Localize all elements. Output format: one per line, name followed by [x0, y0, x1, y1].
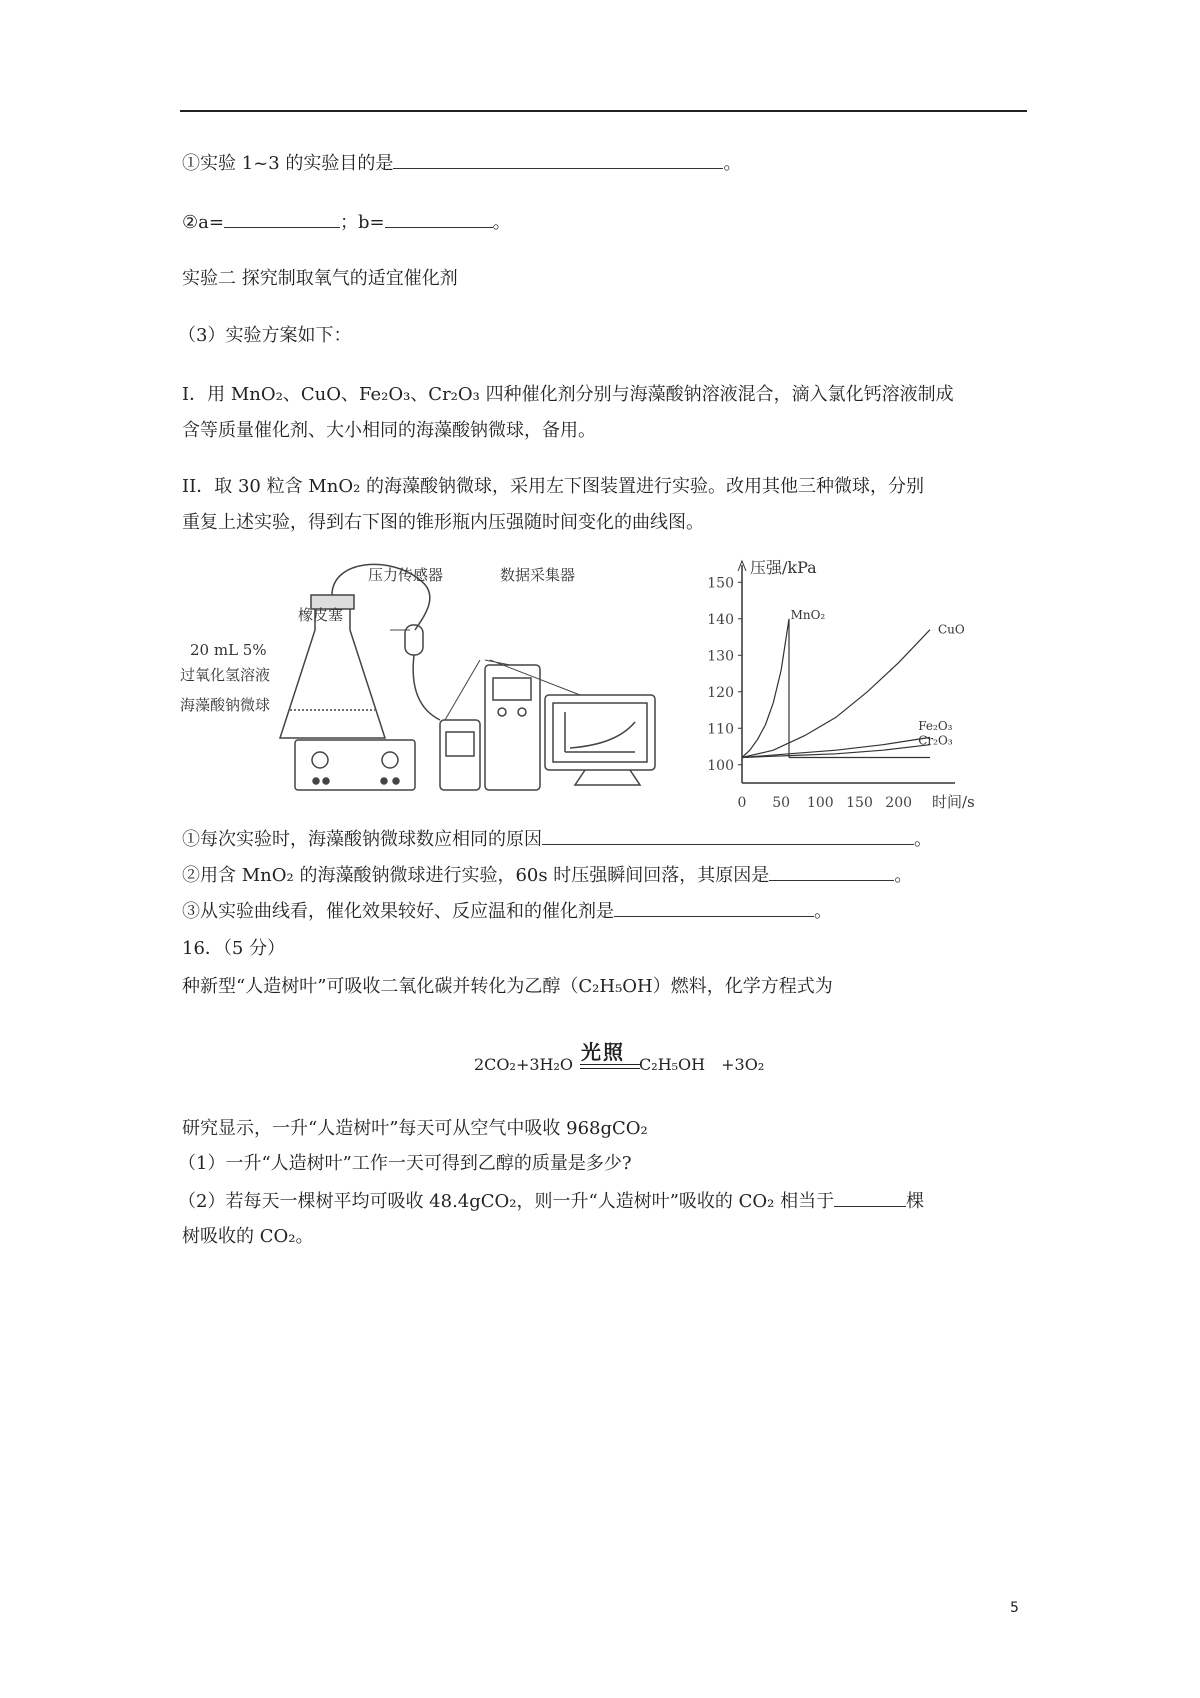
- equation-right: C₂H₅OH +3O₂: [639, 1055, 765, 1074]
- question-16-research: 研究显示，一升“人造树叶”每天可从空气中吸收 968gCO₂: [182, 1118, 648, 1139]
- x-tick-label: 50: [772, 795, 791, 810]
- series-label: CuO: [938, 622, 965, 637]
- question-5-suffix: 。: [814, 901, 832, 922]
- question-16-part-2: [178, 1190, 924, 1213]
- answer-blank-3[interactable]: [542, 828, 914, 845]
- y-axis-label: 压强/kPa: [750, 558, 817, 577]
- step-1-line-2: 含等质量催化剂、大小相同的海藻酸钠微球，备用。: [182, 420, 596, 441]
- answer-blank-5[interactable]: [614, 900, 814, 917]
- solution-concentration-label: 20 mL 5%: [190, 641, 267, 659]
- step-2-line-2: 重复上述实验，得到右下图的锥形瓶内压强随时间变化的曲线图。: [182, 512, 704, 533]
- solution-name-label: 过氧化氢溶液: [180, 666, 271, 684]
- question-5: [182, 900, 832, 923]
- plan-title: （3）实验方案如下：: [178, 325, 352, 346]
- question-16-intro: 种新型“人造树叶”可吸收二氧化碳并转化为乙醇（C₂H₅OH）燃料，化学方程式为: [182, 976, 833, 997]
- question-3-suffix: 。: [914, 829, 932, 850]
- apparatus-diagram: [180, 560, 680, 800]
- answer-blank-4[interactable]: [769, 864, 894, 881]
- b-label: b=: [357, 212, 385, 233]
- answer-blank-1[interactable]: [393, 152, 723, 169]
- step-1-line-1: I．用 MnO₂、CuO、Fe₂O₃、Cr₂O₃ 四种催化剂分别与海藻酸钠溶液混合，滴入氯化钙溶液制成: [182, 384, 954, 405]
- series-line: [742, 619, 930, 758]
- y-tick-label: 120: [707, 684, 734, 701]
- series-label: Cr₂O₃: [918, 733, 953, 748]
- sensor-label: 压力传感器: [368, 566, 444, 584]
- question-16-part-2-text: （2）若每天一棵树平均可吸收 48.4gCO₂，则一升“人造树叶”吸收的 CO₂ 相当于: [178, 1191, 835, 1212]
- question-2: [182, 211, 511, 234]
- step-2-line-1: II．取 30 粒含 MnO₂ 的海藻酸钠微球，采用左下图装置进行实验。改用其他三种微球，分别: [182, 476, 925, 497]
- series-label: MnO₂: [790, 607, 826, 622]
- question-5-text: ③从实验曲线看，催化效果较好、反应温和的催化剂是: [182, 901, 614, 922]
- collector-label: 数据采集器: [500, 566, 576, 584]
- question-2-suffix: 。: [492, 212, 511, 233]
- a-label: ②a=: [182, 212, 224, 233]
- question-4-text: ②用含 MnO₂ 的海藻酸钠微球进行实验，60s 时压强瞬间回落，其原因是: [182, 865, 770, 886]
- question-16-heading: 16．（5 分）: [182, 938, 286, 959]
- experiment-2-title: 实验二 探究制取氧气的适宜催化剂: [182, 268, 458, 289]
- separator: ；: [339, 212, 358, 233]
- question-16-part-2-after: 棵: [906, 1191, 925, 1212]
- question-1-text: ①实验 1~3 的实验目的是: [182, 153, 394, 174]
- x-tick-label: 100: [806, 795, 834, 810]
- series-label: Fe₂O₃: [918, 719, 953, 734]
- pressure-time-chart: [680, 555, 1030, 810]
- y-tick-label: 100: [707, 757, 734, 774]
- answer-blank-a[interactable]: [224, 211, 340, 228]
- question-3-text: ①每次实验时，海藻酸钠微球数应相同的原因: [182, 829, 542, 850]
- answer-blank-16[interactable]: [834, 1190, 906, 1207]
- x-tick-label: 150: [846, 795, 873, 810]
- stopper-label: 橡皮塞: [298, 606, 344, 624]
- reaction-condition: 光照: [581, 1040, 625, 1064]
- equation-left: 2CO₂+3H₂O: [474, 1055, 574, 1074]
- y-tick-label: 150: [707, 575, 734, 592]
- question-4: [182, 864, 912, 887]
- x-tick-label: 0: [737, 795, 747, 810]
- chemical-equation: [474, 1052, 764, 1075]
- question-1: [182, 152, 741, 175]
- question-16-part-1: （1）一升“人造树叶”工作一天可得到乙醇的质量是多少?: [178, 1153, 632, 1174]
- y-tick-label: 140: [707, 611, 734, 628]
- x-tick-label: 200: [885, 795, 913, 810]
- x-axis-label: 时间/s: [932, 793, 975, 810]
- header-rule: [180, 110, 1027, 112]
- question-3: [182, 828, 932, 851]
- page-number: 5: [1010, 1600, 1019, 1616]
- question-1-suffix: 。: [723, 153, 742, 174]
- y-tick-label: 110: [707, 721, 734, 738]
- beads-label: 海藻酸钠微球: [180, 696, 271, 714]
- question-4-suffix: 。: [894, 865, 913, 886]
- question-16-part-2-line-2: 树吸收的 CO₂。: [182, 1226, 314, 1247]
- answer-blank-b[interactable]: [385, 211, 493, 228]
- y-tick-label: 130: [707, 648, 734, 665]
- series-line: [742, 630, 930, 758]
